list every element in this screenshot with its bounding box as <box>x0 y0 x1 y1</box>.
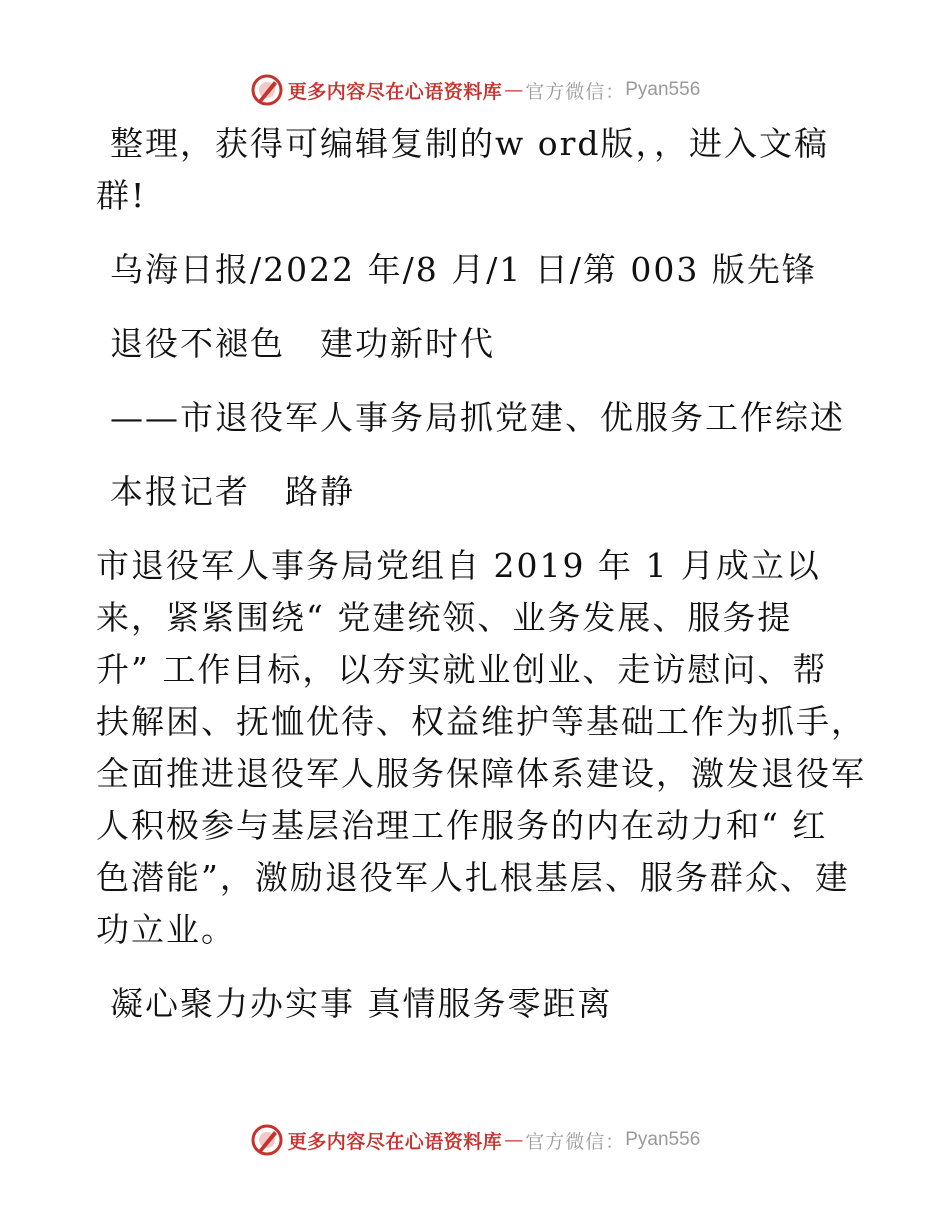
watermark-official-label: 官方微信： <box>525 80 626 103</box>
red-quill-seal-icon <box>250 1123 284 1157</box>
intro-line-2: 群! <box>96 176 147 215</box>
watermark-banner-top <box>0 70 950 110</box>
body-line: 人积极参与基层治理工作服务的内在动力和“ 红 <box>96 806 828 845</box>
source-line: 乌海日报/2022 年/8 月/1 日/第 003 版先锋 <box>110 250 817 289</box>
body-line: 扶解困、抚恤优待、权益维护等基础工作为抓手， <box>96 702 866 741</box>
document-body <box>96 118 866 1052</box>
watermark-site-name: 更多内容尽在心语资料库 <box>287 1130 503 1153</box>
intro-line-1: 整理，获得可编辑复制的w ord版，，进入文稿 <box>110 124 830 163</box>
watermark-account: Pyan556 <box>625 1129 701 1150</box>
body-paragraph <box>96 540 866 956</box>
body-line: 全面推进退役军人服务保障体系建设，激发退役军 <box>96 754 866 793</box>
watermark-banner-bottom <box>0 1120 950 1160</box>
body-line: 色潜能”，激励退役军人扎根基层、服务群众、建 <box>96 858 850 897</box>
watermark-dash: — <box>504 1129 524 1151</box>
body-line: 升” 工作目标，以夯实就业创业、走访慰问、帮 <box>96 650 828 689</box>
section-heading: 凝心聚力办实事 真情服务零距离 <box>110 984 613 1023</box>
watermark-account: Pyan556 <box>625 79 701 100</box>
body-line: 市退役军人事务局党组自 2019 年 1 月成立以 <box>96 546 821 585</box>
body-line: 来，紧紧围绕“ 党建统领、业务发展、服务提 <box>96 598 793 637</box>
byline: 本报记者 路静 <box>110 472 355 511</box>
body-line: 功立业。 <box>96 910 236 949</box>
headline: 退役不褪色 建功新时代 <box>110 324 495 363</box>
intro-paragraph <box>96 118 866 222</box>
watermark-dash: — <box>504 79 524 101</box>
watermark-site-name: 更多内容尽在心语资料库 <box>287 80 503 103</box>
subheadline: ——市退役军人事务局抓党建、优服务工作综述 <box>110 398 845 437</box>
watermark-official-label: 官方微信： <box>525 1130 626 1153</box>
red-quill-seal-icon <box>250 73 284 107</box>
